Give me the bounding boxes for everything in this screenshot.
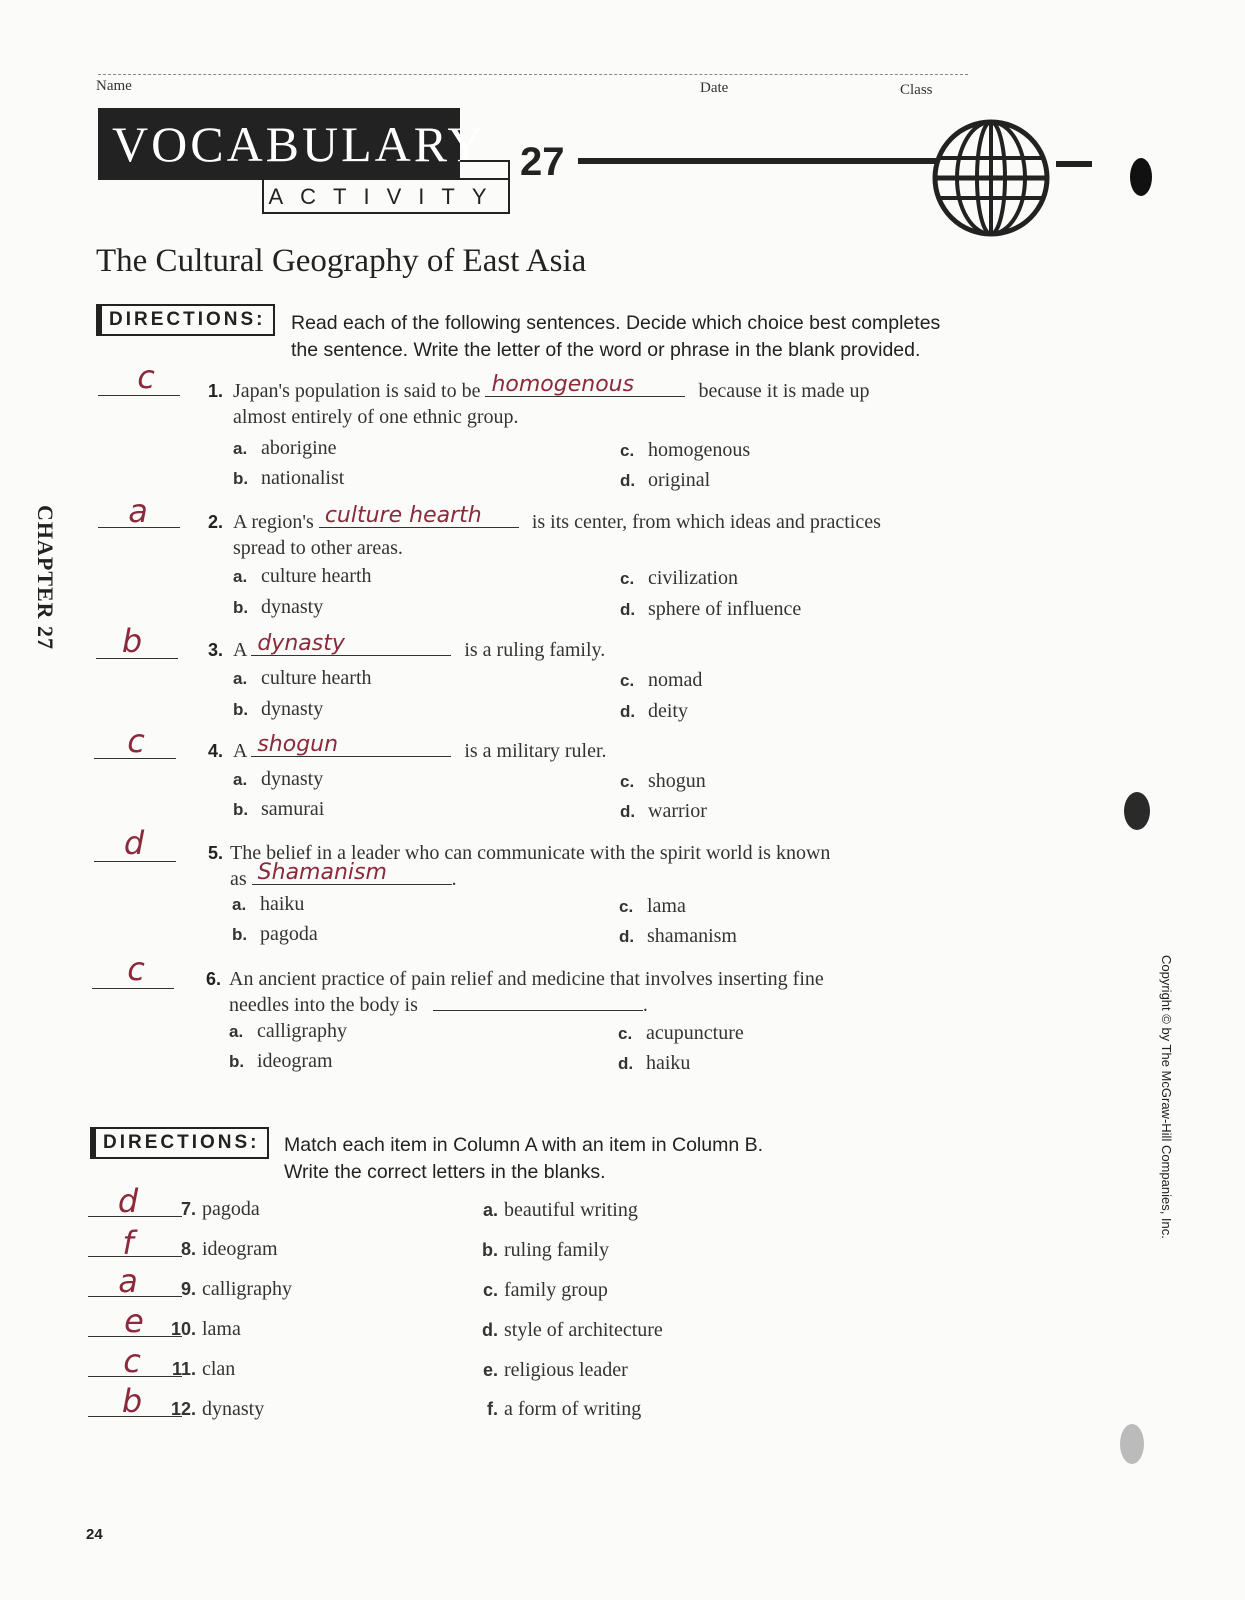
fill-blank-4[interactable]: shogun: [251, 738, 451, 757]
answer-1[interactable]: c: [137, 358, 155, 396]
chapter-number: 27: [520, 140, 565, 184]
answer-blank-5[interactable]: [94, 861, 176, 862]
option-c: c. civilization: [620, 567, 738, 589]
fill-blank-5[interactable]: Shamanism: [252, 866, 452, 885]
question-number: 4.: [207, 741, 223, 761]
option-a: a. culture hearth: [233, 667, 372, 689]
option-b: b. dynasty: [233, 698, 324, 720]
fill-blank-6[interactable]: [433, 992, 643, 1011]
option-b: b. dynasty: [233, 596, 324, 618]
question-text: Japan's population is said to be homogenous because it is made up almost entirely of one ethnic group.: [233, 372, 870, 428]
question-number: 5.: [207, 843, 223, 863]
option-a: a. haiku: [232, 893, 305, 915]
answer-4[interactable]: c: [127, 722, 145, 760]
answer-blank-3[interactable]: [96, 658, 178, 659]
date-label: Date: [700, 80, 729, 96]
option-d: d. shamanism: [619, 925, 737, 947]
option-a: a. dynasty: [233, 768, 324, 790]
fill-blank-1[interactable]: homogenous: [485, 378, 685, 397]
binder-hole-mark: [1120, 1424, 1144, 1464]
option-d: d. sphere of influence: [620, 598, 802, 620]
option-a: a. calligraphy: [229, 1020, 347, 1042]
match-term-11: 11. clan: [171, 1358, 236, 1380]
header-line: [98, 74, 968, 75]
directions-text-2: Match each item in Column A with an item in Column B. Write the correct letters in the blanks.: [284, 1134, 764, 1183]
match-term-12: 12. dynasty: [170, 1398, 265, 1420]
option-b: b. ideogram: [229, 1050, 333, 1072]
answer-5[interactable]: d: [123, 824, 145, 862]
option-b: b. nationalist: [233, 467, 345, 489]
match-term-8: 8. ideogram: [180, 1238, 278, 1260]
chapter-side-label: CHAPTER 27: [33, 505, 58, 651]
question-text: A shogun is a military ruler.: [233, 732, 607, 762]
match-answer-10[interactable]: e: [124, 1302, 144, 1340]
vocabulary-banner: VOCABULARY: [98, 108, 460, 180]
globe-icon: [926, 118, 1056, 238]
option-b: b. samurai: [233, 798, 325, 820]
question-text: An ancient practice of pain relief and medicine that involves inserting fine needles into the body is .: [229, 968, 824, 1016]
class-label: Class: [900, 82, 933, 98]
match-term-10: 10. lama: [170, 1318, 241, 1340]
answer-3[interactable]: b: [121, 622, 143, 660]
directions-label-2: DIRECTIONS:: [90, 1127, 269, 1159]
question-number: 1.: [207, 381, 223, 401]
question-number: 3.: [207, 640, 223, 660]
option-c: c. shogun: [620, 770, 706, 792]
copyright-notice: Copyright © by The McGraw-Hill Companies, Inc.: [1159, 955, 1174, 1239]
question-text: The belief in a leader who can communicate with the spirit world is known as Shamanism .: [230, 842, 831, 890]
answer-6[interactable]: c: [127, 950, 145, 988]
match-choice-a: a. beautiful writing: [482, 1199, 638, 1221]
option-d: d. deity: [620, 700, 688, 722]
option-b: b. pagoda: [232, 923, 318, 945]
directions-label-1: DIRECTIONS:: [96, 304, 275, 336]
answer-blank-2[interactable]: [98, 527, 180, 528]
match-choice-b: b. ruling family: [482, 1239, 609, 1261]
banner-rule: [578, 158, 938, 164]
answer-blank-6[interactable]: [92, 988, 174, 989]
name-label: Name: [96, 78, 132, 94]
activity-banner: ACTIVITY: [262, 178, 510, 214]
option-c: c. lama: [619, 895, 686, 917]
option-c: c. acupuncture: [618, 1022, 744, 1044]
banner-connector: [460, 160, 510, 180]
binder-hole-mark: [1130, 158, 1152, 196]
match-answer-12[interactable]: b: [121, 1382, 143, 1420]
match-answer-8[interactable]: f: [122, 1224, 134, 1262]
page-number: 24: [86, 1526, 103, 1543]
answer-2[interactable]: a: [128, 492, 148, 530]
directions-text-1: Read each of the following sentences. Decide which choice best completes the sentence. Write the letter of the word or phrase in the blank provided.: [291, 312, 941, 361]
answer-blank-1[interactable]: [98, 395, 180, 396]
match-answer-11[interactable]: c: [123, 1342, 141, 1380]
option-c: c. nomad: [620, 669, 703, 691]
match-choice-f: f. a form of writing: [487, 1398, 642, 1420]
fill-blank-3[interactable]: dynasty: [251, 637, 451, 656]
question-number: 6.: [205, 969, 221, 989]
banner-rule-end: [1056, 161, 1092, 167]
question-text: A dynasty is a ruling family.: [233, 631, 606, 661]
question-number: 2.: [207, 512, 223, 532]
match-choice-c: c. family group: [482, 1279, 608, 1301]
option-a: a. aborigine: [233, 437, 337, 459]
question-text: A region's culture hearth is its center, from which ideas and practices spread to other areas.: [233, 503, 881, 559]
option-d: d. original: [620, 469, 711, 491]
match-choice-e: e. religious leader: [482, 1359, 628, 1381]
match-term-7: 7. pagoda: [180, 1198, 260, 1220]
page-title: The Cultural Geography of East Asia: [96, 243, 587, 279]
option-d: d. haiku: [618, 1052, 691, 1074]
option-d: d. warrior: [620, 800, 707, 822]
match-answer-9[interactable]: a: [118, 1262, 138, 1300]
fill-blank-2[interactable]: culture hearth: [319, 509, 519, 528]
match-choice-d: d. style of architecture: [482, 1319, 663, 1341]
option-c: c. homogenous: [620, 439, 751, 461]
answer-blank-4[interactable]: [94, 758, 176, 759]
binder-hole-mark: [1124, 792, 1150, 830]
match-answer-7[interactable]: d: [117, 1182, 139, 1220]
match-term-9: 9. calligraphy: [180, 1278, 292, 1300]
option-a: a. culture hearth: [233, 565, 372, 587]
